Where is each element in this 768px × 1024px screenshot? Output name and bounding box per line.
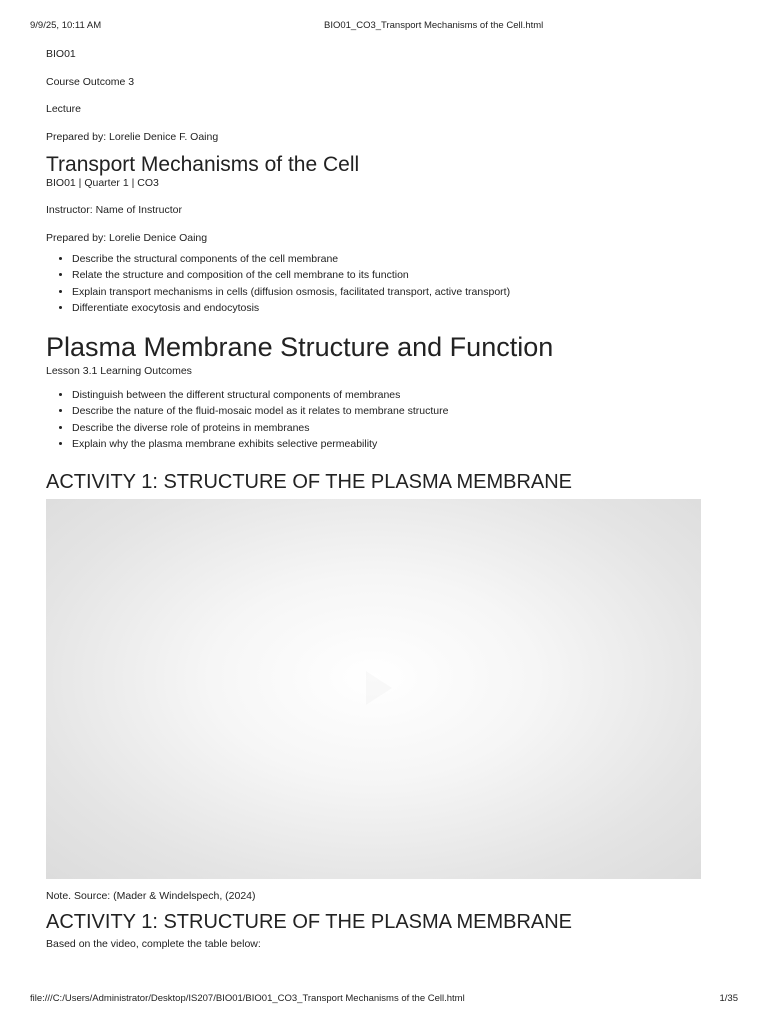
prepared-by-short: Prepared by: Lorelie Denice Oaing [46, 231, 208, 244]
course-subtitle: BIO01 | Quarter 1 | CO3 [46, 176, 159, 189]
instructor-line: Instructor: Name of Instructor [46, 204, 182, 216]
document-content [46, 48, 706, 951]
list-item: • Describe the nature of the fluid-mosaic model as it relates to membrane structure [72, 403, 706, 420]
lesson-label: Lesson 3.1 Learning Outcomes [46, 364, 192, 377]
list-item: • Differentiate exocytosis and endocytosis [72, 300, 706, 317]
play-icon[interactable] [366, 671, 392, 705]
content-type: Lecture [46, 103, 82, 115]
activity-instruction: Based on the video, complete the table below: [46, 937, 261, 950]
list-item: • Distinguish between the different structural components of membranes [72, 387, 706, 404]
objectives-list [46, 251, 706, 317]
page-number: 1/35 [719, 993, 738, 1004]
print-header [0, 20, 768, 34]
activity-title: ACTIVITY 1: STRUCTURE OF THE PLASMA MEMBRANE [46, 470, 573, 493]
list-item: • Describe the diverse role of proteins in membranes [72, 420, 706, 437]
section-title: Plasma Membrane Structure and Function [46, 331, 554, 362]
print-datetime: 9/9/25, 10:11 AM [30, 20, 102, 31]
video-player[interactable] [46, 499, 701, 879]
course-outcome: Course Outcome 3 [46, 75, 135, 88]
list-item: • Relate the structure and composition of the cell membrane to its function [72, 267, 706, 284]
activity-title-2: ACTIVITY 1: STRUCTURE OF THE PLASMA MEMBRANE [46, 910, 573, 933]
print-title: BIO01_CO3_Transport Mechanisms of the Cell.html [324, 20, 544, 31]
print-footer [0, 993, 768, 1007]
list-item: • Explain transport mechanisms in cells (diffusion osmosis, facilitated transport, active transport) [72, 284, 706, 301]
list-item: • Describe the structural components of the cell membrane [72, 251, 706, 268]
outcomes-list [46, 387, 706, 453]
page-title: Transport Mechanisms of the Cell [46, 152, 360, 176]
file-path: file:///C:/Users/Administrator/Desktop/IS207/BIO01/BIO01_CO3_Transport Mechanisms of the Cell.html [30, 993, 465, 1004]
list-item: • Explain why the plasma membrane exhibits selective permeability [72, 436, 706, 453]
source-note: Note. Source: (Mader & Windelspech, (2024) [46, 889, 256, 902]
prepared-by: Prepared by: Lorelie Denice F. Oaing [46, 130, 219, 143]
course-code: BIO01 [46, 48, 76, 60]
